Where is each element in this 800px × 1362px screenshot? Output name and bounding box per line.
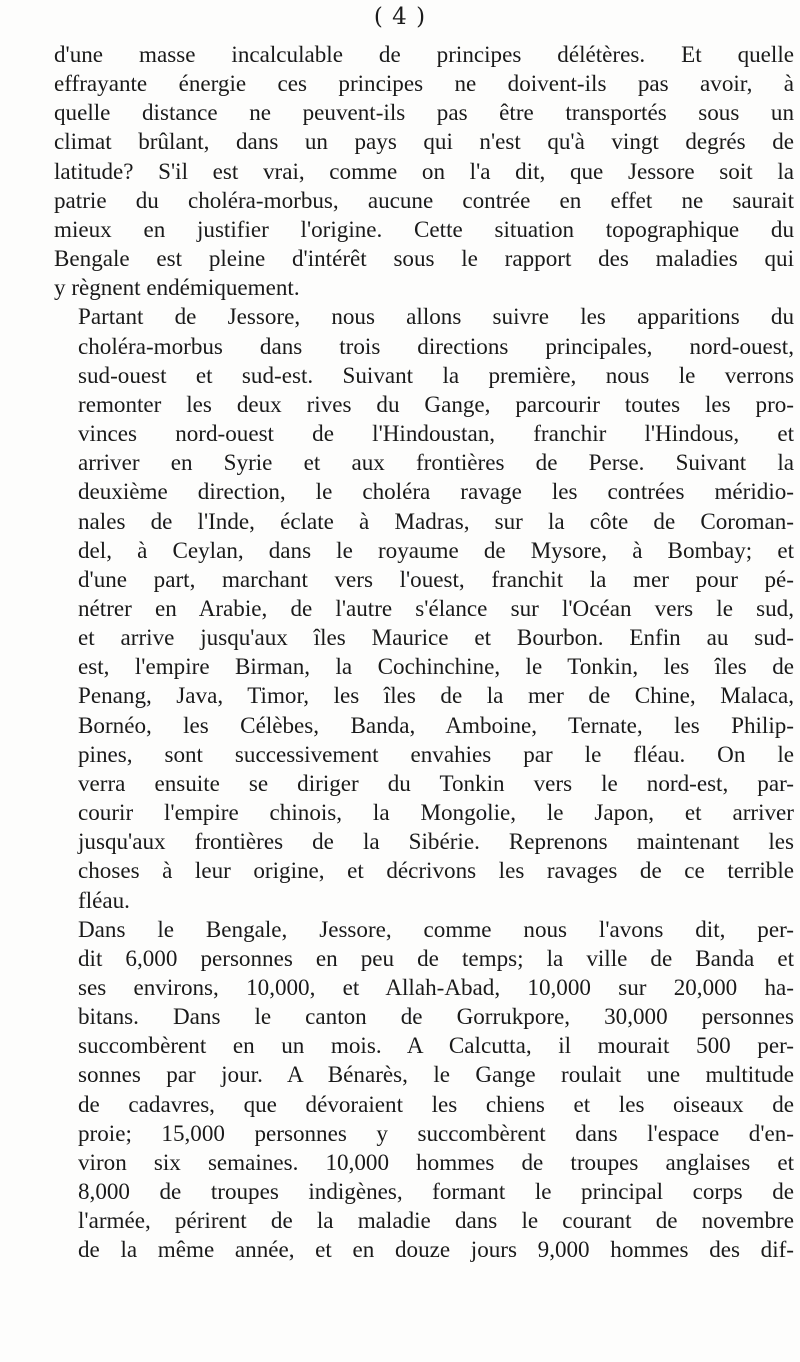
text-line: sud-ouest et sud-est. Suivant la première, nous le verrons xyxy=(78,361,794,388)
text-line: patrie du choléra-morbus, aucune contrée en effet ne saurait xyxy=(54,186,794,213)
text-line: l'armée, périrent de la maladie dans le courant de novembre xyxy=(78,1207,794,1234)
text-line: latitude? S'il est vrai, comme on l'a dit, que Jessore soit la xyxy=(54,157,794,184)
text-line: Dans le Bengale, Jessore, comme nous l'avons dit, per- xyxy=(78,915,794,942)
text-line: d'une part, marchant vers l'ouest, franchit la mer pour pé- xyxy=(78,565,794,592)
text-line: Penang, Java, Timor, les îles de la mer de Chine, Malaca, xyxy=(78,682,794,709)
text-line: Bornéo, les Célèbes, Banda, Amboine, Ternate, les Philip- xyxy=(78,711,794,738)
text-line: viron six semaines. 10,000 hommes de troupes anglaises et xyxy=(78,1148,794,1175)
paragraph xyxy=(54,40,794,302)
text-line: quelle distance ne peuvent-ils pas être transportés sous un xyxy=(54,99,794,126)
body-text xyxy=(54,40,794,1265)
text-line: arriver en Syrie et aux frontières de Perse. Suivant la xyxy=(78,449,794,476)
text-line: fléau. xyxy=(78,886,130,913)
text-line: de la même année, et en douze jours 9,000 hommes des dif- xyxy=(78,1236,794,1263)
text-line: nales de l'Inde, éclate à Madras, sur la côte de Coroman- xyxy=(78,507,794,534)
paragraph xyxy=(54,302,794,914)
text-line: remonter les deux rives du Gange, parcourir toutes les pro- xyxy=(78,390,794,417)
text-line: et arrive jusqu'aux îles Maurice et Bourbon. Enfin au sud- xyxy=(78,624,794,651)
text-line: jusqu'aux frontières de la Sibérie. Reprenons maintenant les xyxy=(78,828,794,855)
text-line: effrayante énergie ces principes ne doivent-ils pas avoir, à xyxy=(54,70,794,97)
text-line: succombèrent en un mois. A Calcutta, il mourait 500 per- xyxy=(78,1032,794,1059)
text-line: climat brûlant, dans un pays qui n'est qu'à vingt degrés de xyxy=(54,128,794,155)
paragraph xyxy=(54,915,794,1265)
text-line: mieux en justifier l'origine. Cette situation topographique du xyxy=(54,215,794,242)
text-line: nétrer en Arabie, de l'autre s'élance sur l'Océan vers le sud, xyxy=(78,594,794,621)
text-line: Partant de Jessore, nous allons suivre les apparitions du xyxy=(78,303,794,330)
text-line: pines, sont successivement envahies par le fléau. On le xyxy=(78,740,794,767)
text-line: est, l'empire Birman, la Cochinchine, le Tonkin, les îles de xyxy=(78,653,794,680)
text-line: ses environs, 10,000, et Allah-Abad, 10,000 sur 20,000 ha- xyxy=(78,974,794,1000)
text-line: verra ensuite se diriger du Tonkin vers le nord-est, par- xyxy=(78,769,794,796)
text-line: d'une masse incalculable de principes délétères. Et quelle xyxy=(54,41,794,67)
text-line: deuxième direction, le choléra ravage les contrées méridio- xyxy=(78,478,794,505)
text-line: sonnes par jour. A Bénarès, le Gange roulait une multitude xyxy=(78,1061,794,1088)
text-line: dit 6,000 personnes en peu de temps; la ville de Banda et xyxy=(78,944,794,971)
text-line: y règnent endémiquement. xyxy=(54,274,300,301)
text-line: choses à leur origine, et décrivons les ravages de ce terrible xyxy=(78,857,794,884)
text-line: bitans. Dans le canton de Gorrukpore, 30,000 personnes xyxy=(78,1003,794,1030)
text-line: courir l'empire chinois, la Mongolie, le Japon, et arriver xyxy=(78,799,794,826)
text-line: Bengale est pleine d'intérêt sous le rapport des maladies qui xyxy=(54,245,794,272)
text-line: de cadavres, que dévoraient les chiens et les oiseaux de xyxy=(78,1090,794,1117)
text-line: del, à Ceylan, dans le royaume de Mysore, à Bombay; et xyxy=(78,536,794,563)
page-number: ( 4 ) xyxy=(373,4,427,30)
text-line: 8,000 de troupes indigènes, formant le principal corps de xyxy=(78,1178,794,1205)
text-line: proie; 15,000 personnes y succombèrent dans l'espace d'en- xyxy=(78,1119,794,1146)
text-line: choléra-morbus dans trois directions principales, nord-ouest, xyxy=(78,332,794,359)
text-line: vinces nord-ouest de l'Hindoustan, franchir l'Hindous, et xyxy=(78,420,794,447)
